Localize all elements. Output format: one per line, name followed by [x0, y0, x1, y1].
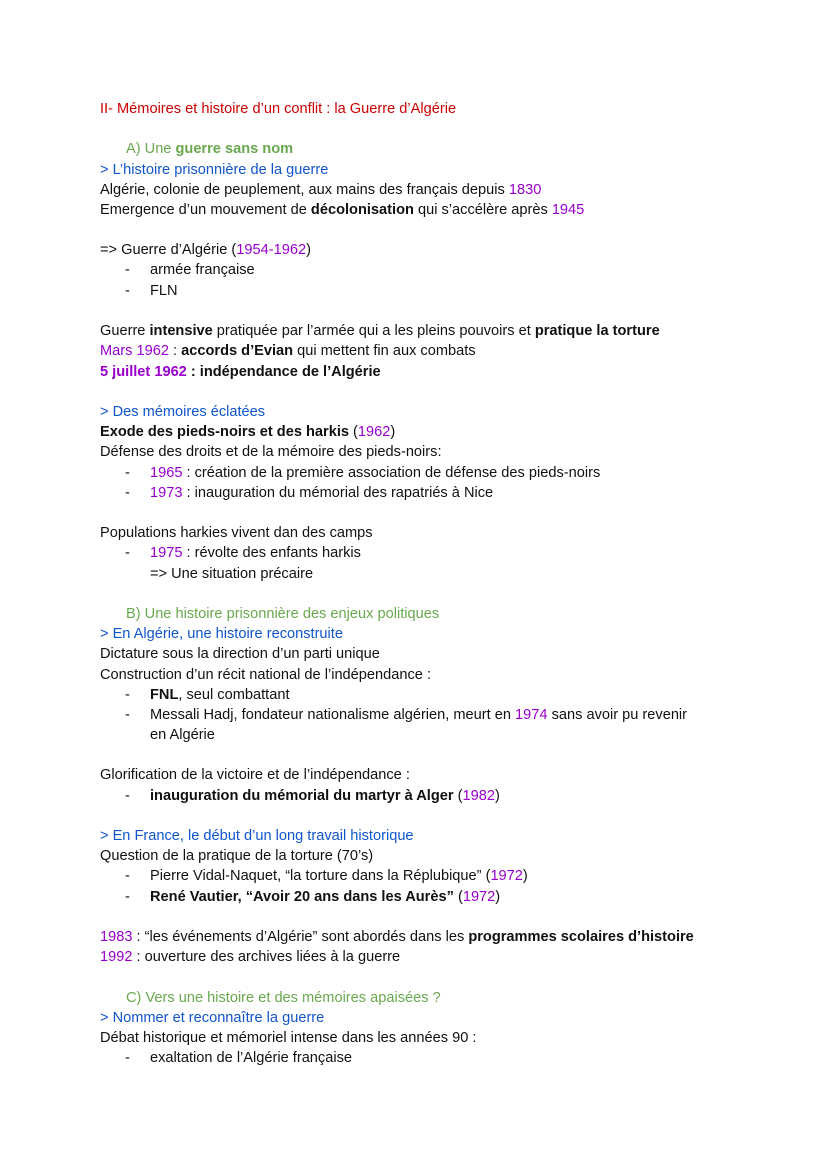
list-item-continuation: en Algérie	[150, 727, 215, 743]
text-line: Glorification de la victoire et de l’indépendance :	[100, 767, 410, 783]
bullet-dash: -	[125, 485, 130, 501]
bullet-dash: -	[125, 545, 130, 561]
list-item: 1965 : création de la première association de défense des pieds-noirs	[150, 465, 601, 481]
subsection-heading: > Nommer et reconnaître la guerre	[100, 1010, 325, 1026]
text-line: Question de la pratique de la torture (70’s)	[100, 848, 374, 864]
bullet-dash: -	[125, 788, 130, 804]
list-item: 1975 : révolte des enfants harkis	[150, 545, 361, 561]
list-item: armée française	[150, 262, 255, 278]
section-a-heading: A) Une guerre sans nom	[126, 141, 294, 157]
subsection-heading: > L’histoire prisonnière de la guerre	[100, 162, 329, 178]
list-item: 1973 : inauguration du mémorial des rapatriés à Nice	[150, 485, 494, 501]
page-title: II- Mémoires et histoire d’un conflit : la Guerre d’Algérie	[100, 101, 457, 117]
list-item: inauguration du mémorial du martyr à Alger (1982)	[150, 788, 500, 804]
list-item: FNL, seul combattant	[150, 687, 290, 703]
list-item: Pierre Vidal-Naquet, “la torture dans la Réplubique” (1972)	[150, 868, 528, 884]
text-line: Débat historique et mémoriel intense dans les années 90 :	[100, 1030, 477, 1046]
list-item: Messali Hadj, fondateur nationalisme algérien, meurt en 1974 sans avoir pu revenir	[150, 707, 688, 723]
bullet-dash: -	[125, 687, 130, 703]
list-item-continuation: => Une situation précaire	[150, 566, 314, 582]
bullet-dash: -	[125, 889, 130, 905]
text-line: 5 juillet 1962 : indépendance de l’Algérie	[100, 364, 381, 380]
text-line: Construction d’un récit national de l’indépendance :	[100, 667, 432, 683]
list-item: FLN	[150, 283, 178, 299]
bullet-dash: -	[125, 465, 130, 481]
bullet-dash: -	[125, 1050, 130, 1066]
section-c-heading: C) Vers une histoire et des mémoires apaisées ?	[126, 990, 441, 1006]
text-line: 1983 : “les événements d’Algérie” sont abordés dans les programmes scolaires d’histoire	[100, 929, 694, 945]
section-b-heading: B) Une histoire prisonnière des enjeux politiques	[126, 606, 440, 622]
text-line: Défense des droits et de la mémoire des pieds-noirs:	[100, 444, 442, 460]
text-line: Populations harkies vivent dan des camps	[100, 525, 373, 541]
text-line: Emergence d’un mouvement de décolonisation qui s’accélère après 1945	[100, 202, 585, 218]
subsection-heading: > Des mémoires éclatées	[100, 404, 266, 420]
text-line: Exode des pieds-noirs et des harkis (1962)	[100, 424, 396, 440]
list-item: exaltation de l’Algérie française	[150, 1050, 352, 1066]
text-line: Mars 1962 : accords d’Evian qui mettent fin aux combats	[100, 343, 476, 359]
subsection-heading: > En France, le début d’un long travail historique	[100, 828, 414, 844]
bullet-dash: -	[125, 868, 130, 884]
list-item: René Vautier, “Avoir 20 ans dans les Aurès” (1972)	[150, 889, 501, 905]
subsection-heading: > En Algérie, une histoire reconstruite	[100, 626, 343, 642]
bullet-dash: -	[125, 262, 130, 278]
text-line: 1992 : ouverture des archives liées à la guerre	[100, 949, 401, 965]
bullet-dash: -	[125, 707, 130, 723]
text-line: => Guerre d’Algérie (1954-1962)	[100, 242, 311, 258]
bullet-dash: -	[125, 283, 130, 299]
text-line: Dictature sous la direction d’un parti unique	[100, 646, 380, 662]
text-line: Guerre intensive pratiquée par l’armée qui a les pleins pouvoirs et pratique la torture	[100, 323, 660, 339]
text-line: Algérie, colonie de peuplement, aux mains des français depuis 1830	[100, 182, 542, 198]
